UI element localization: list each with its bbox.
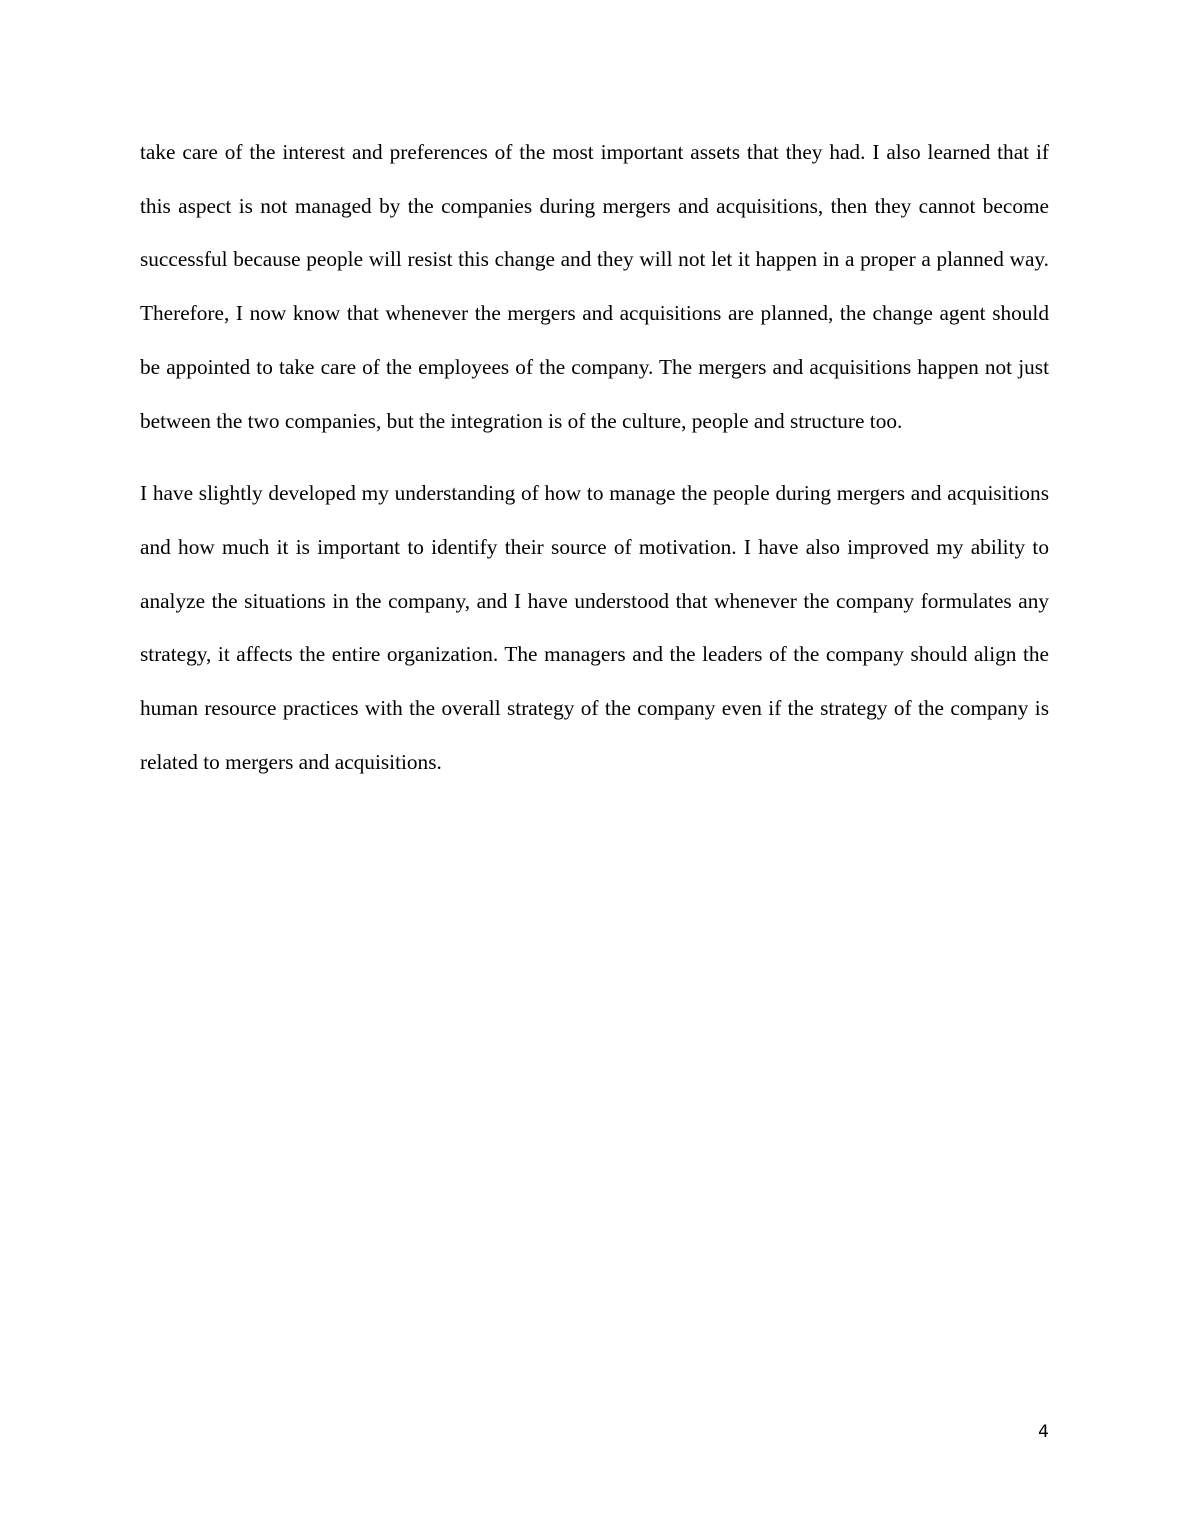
paragraph-2: I have slightly developed my understanding of how to manage the people during mergers and acquisitions and how much it is important to identify their source of motivation. I have also improved my ability to analyze the situations in the company, and I have understood that whenever the company formulates any strategy, it affects the entire organization. The managers and the leaders of the company should align the human resource practices with the overall strategy of the company even if the strategy of the company is related to mergers and acquisitions.: [140, 481, 1049, 774]
body-text: [140, 126, 1049, 789]
paragraph-1: take care of the interest and preferences of the most important assets that they had. I also learned that if this aspect is not managed by the companies during mergers and acquisitions, then they cannot become successful because people will resist this change and they will not let it happen in a proper a planned way. Therefore, I now know that whenever the mergers and acquisitions are planned, the change agent should be appointed to take care of the employees of the company. The mergers and acquisitions happen not just between the two companies, but the integration is of the culture, people and structure too.: [140, 140, 1049, 433]
page-number: 4: [1038, 1422, 1049, 1442]
